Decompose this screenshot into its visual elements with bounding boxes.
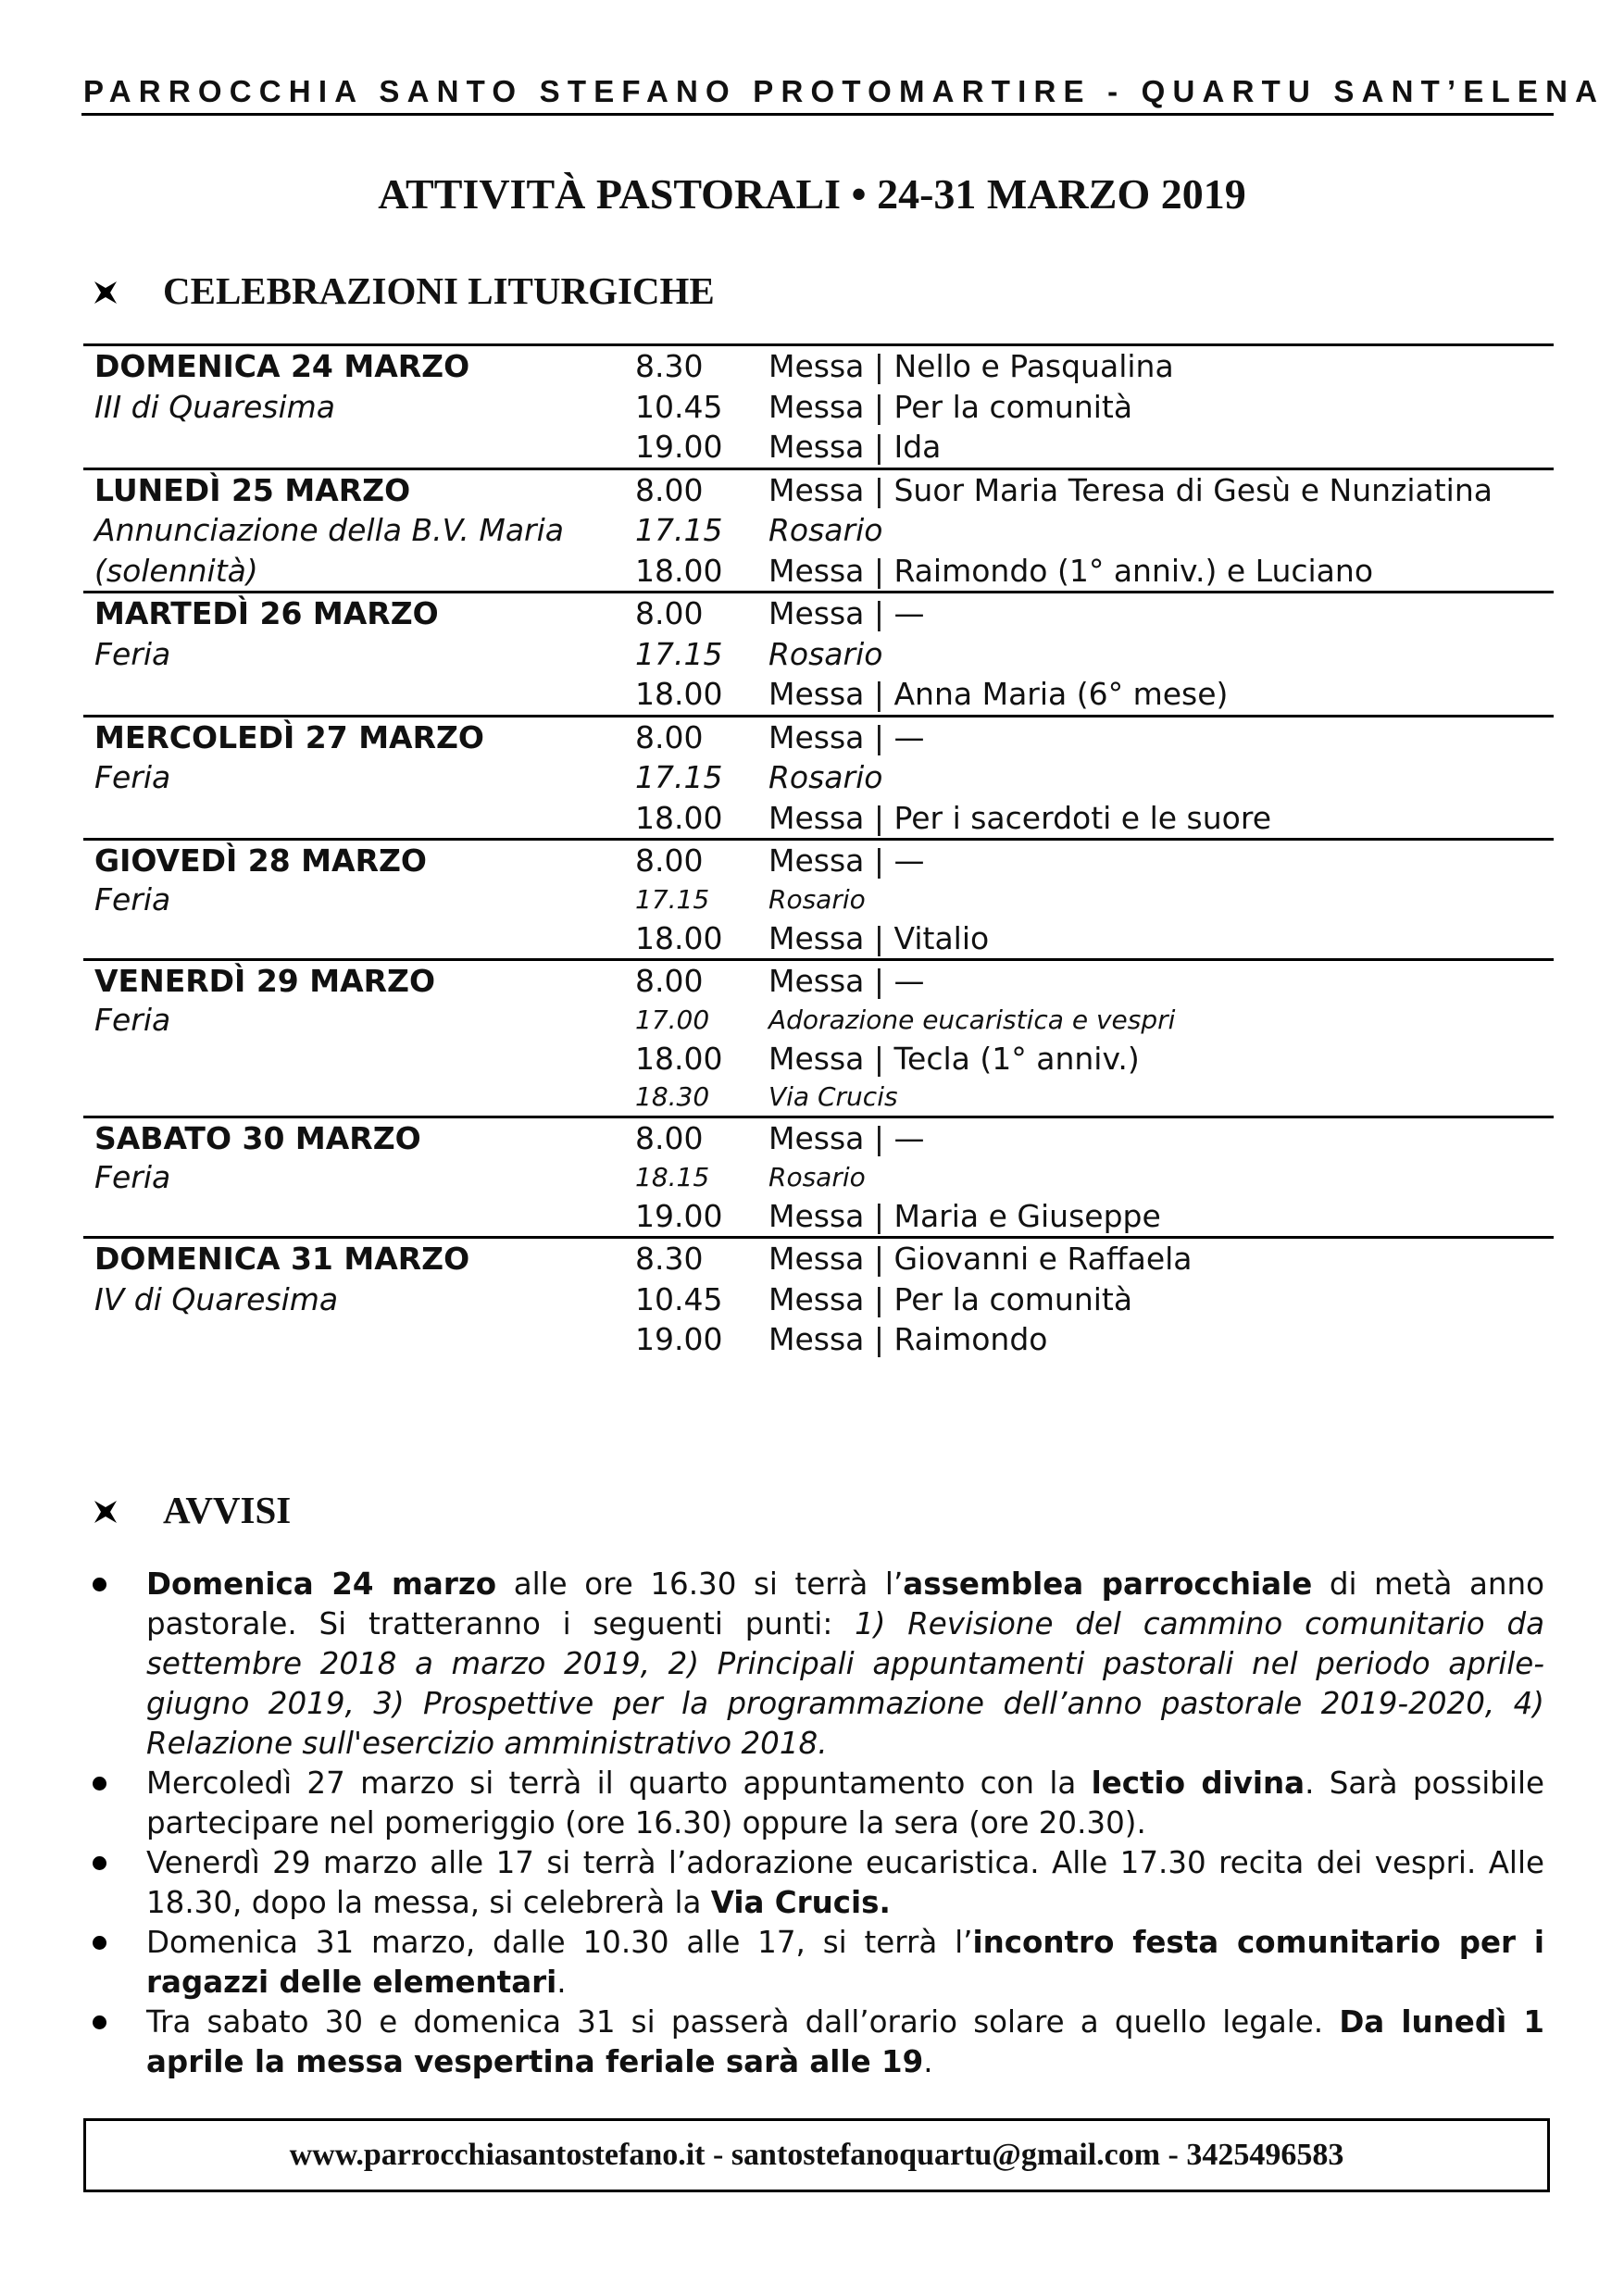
event-time: 8.30 [635,348,704,384]
schedule-line [83,918,1554,959]
schedule-line [83,634,1554,675]
bullet-dot-icon [93,1578,106,1591]
liturgical-day-note: Feria [94,880,171,917]
liturgical-day-note: Feria [94,759,171,795]
bullet-dot-icon [93,1856,106,1870]
day-name: GIOVEDÌ 28 MARZO [94,842,427,879]
schedule-line [83,841,1554,881]
event-time: 18.15 [635,1161,710,1192]
day-name: SABATO 30 MARZO [94,1120,421,1156]
notice-segment: Mercoledì 27 marzo si terrà il quarto appuntamento con la [146,1766,1092,1801]
day-block [83,958,1554,1116]
day-name: DOMENICA 24 MARZO [94,348,470,384]
schedule-line [83,1079,1554,1116]
event-time: 10.45 [635,388,723,425]
schedule-line [83,961,1554,1002]
notice-segment: . [556,1965,567,2000]
notice-segment: alle ore 16.30 si terrà l’ [496,1566,904,1602]
event-description: Messa | Ida [768,429,942,465]
section-heading-label: AVVISI [163,1489,292,1531]
bullet-dot-icon [93,2015,106,2029]
event-time: 17.15 [635,512,723,548]
event-time: 18.00 [635,552,723,589]
page-title: ATTIVITÀ PASTORALI • 24-31 MARZO 2019 [378,170,1246,218]
event-time: 18.00 [635,1040,723,1077]
event-description: Messa | Anna Maria (6° mese) [768,676,1229,712]
event-description: Rosario [768,512,883,548]
schedule-line [83,674,1554,715]
notice-text [146,2003,1544,2082]
schedule-line [83,1196,1554,1237]
event-description: Messa | — [768,963,925,999]
event-time: 18.30 [635,1081,710,1112]
event-time: 8.00 [635,842,704,879]
event-time: 18.00 [635,799,723,836]
event-description: Rosario [768,759,883,795]
notice-segment: assemblea parrocchiale [903,1566,1313,1602]
notice-segment: . [923,2044,933,2079]
schedule-line [83,510,1554,551]
event-description: Messa | Tecla (1° anniv.) [768,1040,1140,1077]
event-time: 8.00 [635,595,704,631]
contact-footer: www.parrocchiasantostefano.it - santostefanoquartu@gmail.com - 3425496583 [83,2118,1550,2192]
notice-segment: Tra sabato 30 e domenica 31 si passerà dall’orario solare a quello legale. [146,2004,1340,2040]
section-heading-celebrazioni [93,268,715,313]
day-block [83,591,1554,715]
event-description: Adorazione eucaristica e vespri [768,1004,1176,1035]
day-name: DOMENICA 31 MARZO [94,1241,470,1277]
notice-item [93,1843,1544,1923]
schedule-line [83,1118,1554,1159]
event-description: Messa | — [768,1120,925,1156]
schedule-line [83,881,1554,918]
schedule-line [83,1319,1554,1360]
event-description: Messa | Raimondo [768,1321,1048,1357]
schedule-line [83,346,1554,387]
event-time: 8.00 [635,1120,704,1156]
schedule-line [83,387,1554,428]
liturgical-day-note: Annunciazione della B.V. Maria [94,512,565,548]
day-name: MARTEDÌ 26 MARZO [94,595,439,631]
schedule-line [83,593,1554,634]
event-description: Via Crucis [768,1081,898,1112]
day-block [83,838,1554,958]
day-block [83,715,1554,839]
notice-text [146,1764,1544,1843]
liturgical-day-note: Feria [94,1001,171,1038]
event-description: Rosario [768,883,866,915]
notice-item [93,2003,1544,2082]
notice-segment: Da lunedì 1 aprile la messa vespertina feriale sarà alle 19 [146,2004,1545,2079]
event-description: Messa | Maria e Giuseppe [768,1197,1161,1234]
header-divider [81,113,1554,116]
notice-segment: Via Crucis. [710,1885,891,1920]
parish-header: PARROCCHIA SANTO STEFANO PROTOMARTIRE - QUARTU SANT’ELENA [83,74,1605,108]
event-time: 17.00 [635,1004,710,1035]
event-description: Messa | Vitalio [768,919,990,956]
day-block [83,1116,1554,1236]
liturgical-day-note: (solennità) [94,552,258,589]
event-description: Messa | Per i sacerdoti e le suore [768,799,1272,836]
section-heading-avvisi [93,1488,291,1532]
notice-text [146,1565,1544,1764]
event-time: 8.00 [635,963,704,999]
notice-segment: Domenica 31 marzo, dalle 10.30 alle 17, si terrà l’ [146,1925,973,1960]
day-block [83,343,1554,468]
fleuron-bullet-icon [93,270,124,302]
schedule-line [83,1279,1554,1320]
event-time: 17.15 [635,883,710,915]
event-time: 10.45 [635,1280,723,1317]
schedule-line [83,798,1554,839]
notice-item [93,1764,1544,1843]
liturgical-day-note: IV di Quaresima [94,1280,339,1317]
schedule-line [83,1159,1554,1196]
notice-segment: di metà anno pastorale. Si tratteranno i seguenti punti: [146,1566,1544,1641]
day-block [83,1236,1554,1360]
schedule-line [83,1002,1554,1039]
schedule-line [83,470,1554,511]
liturgical-schedule [83,343,1554,1360]
event-time: 19.00 [635,1197,723,1234]
schedule-line [83,718,1554,758]
schedule-line [83,1239,1554,1279]
schedule-line [83,427,1554,468]
schedule-line [83,551,1554,592]
bullet-dot-icon [93,1777,106,1791]
event-description: Messa | Giovanni e Raffaela [768,1241,1193,1277]
event-description: Messa | Per la comunità [768,388,1133,425]
event-time: 8.00 [635,471,704,508]
notice-segment: Domenica 24 marzo [146,1566,497,1602]
fleuron-bullet-icon [93,1490,124,1521]
liturgical-day-note: Feria [94,1158,171,1195]
event-description: Messa | Raimondo (1° anniv.) e Luciano [768,552,1374,589]
notice-segment: lectio divina [1091,1766,1305,1801]
notice-segment: . Sarà possibile partecipare nel pomeriggio (ore 16.30) oppure la sera (ore 20.30). [146,1766,1544,1841]
notice-segment: incontro festa comunitario per i ragazzi delle elementari [146,1925,1544,2000]
event-time: 17.15 [635,759,723,795]
notice-text [146,1843,1544,1923]
day-name: VENERDÌ 29 MARZO [94,963,435,999]
notices-list [93,1565,1544,2082]
notice-text [146,1923,1544,2003]
event-description: Messa | — [768,718,925,755]
event-description: Rosario [768,635,883,672]
notice-item [93,1565,1544,1764]
day-block [83,468,1554,592]
day-name: LUNEDÌ 25 MARZO [94,471,411,508]
day-name: MERCOLEDÌ 27 MARZO [94,718,484,755]
event-description: Messa | — [768,595,925,631]
bullet-dot-icon [93,1936,106,1950]
section-heading-label: CELEBRAZIONI LITURGICHE [163,269,715,312]
event-time: 17.15 [635,635,723,672]
liturgical-day-note: Feria [94,635,171,672]
event-description: Messa | — [768,842,925,879]
schedule-line [83,1039,1554,1079]
event-time: 18.00 [635,919,723,956]
event-description: Messa | Per la comunità [768,1280,1133,1317]
event-description: Rosario [768,1161,866,1192]
liturgical-day-note: III di Quaresima [94,388,336,425]
schedule-line [83,757,1554,798]
event-description: Messa | Suor Maria Teresa di Gesù e Nunziatina [768,471,1493,508]
notice-item [93,1923,1544,2003]
event-time: 19.00 [635,429,723,465]
event-time: 8.00 [635,718,704,755]
notice-segment: Venerdì 29 marzo alle 17 si terrà l’adorazione eucaristica. Alle 17.30 recita dei vespri. Alle 18.30, dopo la messa, si celebrerà la [146,1845,1544,1920]
event-description: Messa | Nello e Pasqualina [768,348,1174,384]
event-time: 19.00 [635,1321,723,1357]
notice-segment: 1) Revisione del cammino comunitario da settembre 2018 a marzo 2019, 2) Principali appuntamenti pastorali nel periodo aprile-giugno 2019, 3) Prospettive per la programmazione dell’anno pastorale 2019-2020, 4) Relazione sull'esercizio amministrativo 2018. [146,1606,1544,1761]
event-time: 8.30 [635,1241,704,1277]
event-time: 18.00 [635,676,723,712]
